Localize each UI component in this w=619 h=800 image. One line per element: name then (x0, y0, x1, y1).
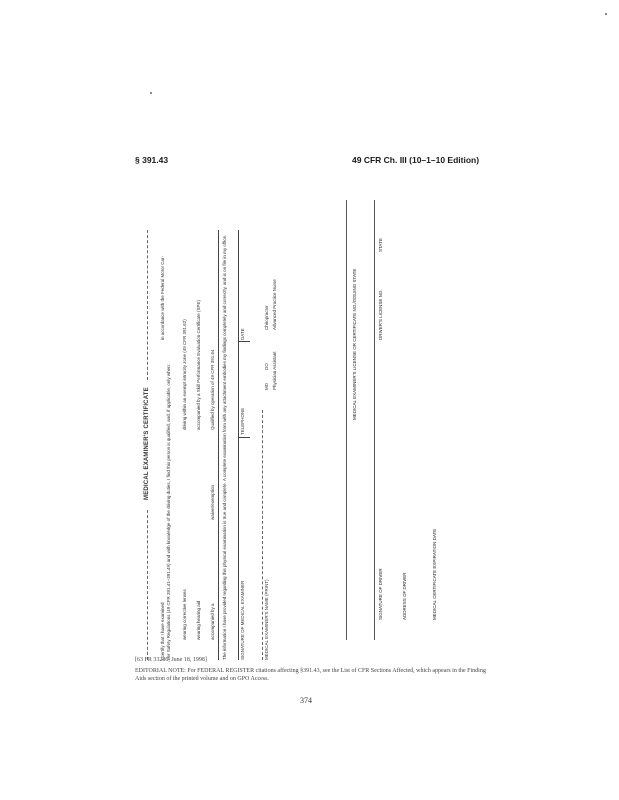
page-number: 374 (300, 696, 312, 705)
option-391-64: Qualified by operation of 49 CFR 391.64 (210, 349, 215, 430)
cert-line-2: in accordance with the Federal Motor Car- (160, 255, 165, 340)
license-label: MEDICAL EXAMINER'S LICENSE OR CERTIFICATE NO./ISSUING STATE (352, 268, 357, 420)
editorial-note: EDITORIAL NOTE: For FEDERAL REGISTER citations affecting §391.43, see the List of CFR Sections Affected, which appears in the Finding Aids section of the printed volume and on GPO Access. (135, 668, 486, 682)
label-examiner-name: MEDICAL EXAMINER'S NAME (PRINT) (264, 579, 269, 660)
label-pa: Physician Assistant (272, 351, 277, 390)
address-driver-label: ADDRESS OF DRIVER (402, 572, 407, 620)
option-corrective-lenses: wearing corrective lenses (182, 589, 187, 640)
option-hearing-aid: wearing hearing aid (196, 600, 201, 640)
label-md: MD (264, 383, 269, 390)
option-spe: accompanied by a Skill Performance Evaluation Certificate (SPE) (196, 299, 201, 430)
edition-title: 49 CFR Ch. III (10–1–10 Edition) (352, 155, 480, 165)
label-telephone: TELEPHONE (240, 407, 245, 435)
speck (150, 92, 152, 94)
medical-certificate-form (80, 230, 290, 660)
label-apn: Advanced Practice Nurse (272, 279, 277, 330)
option-waiver: waiver/exemption (210, 484, 215, 520)
label-signature-examiner: SIGNATURE OF MEDICAL EXAMINER (240, 580, 245, 660)
drivers-license-label: DRIVER'S LICENSE NO. (378, 289, 383, 340)
cert-line-3: rier Safety Regulations (49 CFR 391.41–391.49) and with knowledge of the driving duties, I find this person is qualified, and, if applicable, only when: (166, 364, 171, 660)
cert-line-1: I certify that I have examined (160, 602, 165, 660)
label-chiro: Chiropractor (264, 305, 269, 330)
label-date: DATE (240, 328, 245, 340)
state-label: STATE (378, 238, 383, 252)
section-number: § 391.43 (135, 155, 169, 165)
option-accompanied: accompanied by a (210, 603, 215, 640)
label-do: DO (264, 363, 269, 370)
certificate-title: MEDICAL EXAMINER'S CERTIFICATE (144, 387, 150, 500)
citation: [63 FR 33280, June 18, 1998] (135, 657, 207, 663)
signature-driver-label: SIGNATURE OF DRIVER (378, 568, 383, 620)
speck (605, 13, 607, 15)
attestation: The information I have provided regarding this physical examination is true and complete. A complete examination form with any attachment embodies my findings completely and correctly, and is on file in my office. (222, 234, 227, 660)
option-intracity: driving within an exempt intracity zone (49 CFR 391.62) (182, 319, 187, 430)
expiration-label: MEDICAL CERTIFICATE EXPIRATION DATE (432, 528, 437, 620)
